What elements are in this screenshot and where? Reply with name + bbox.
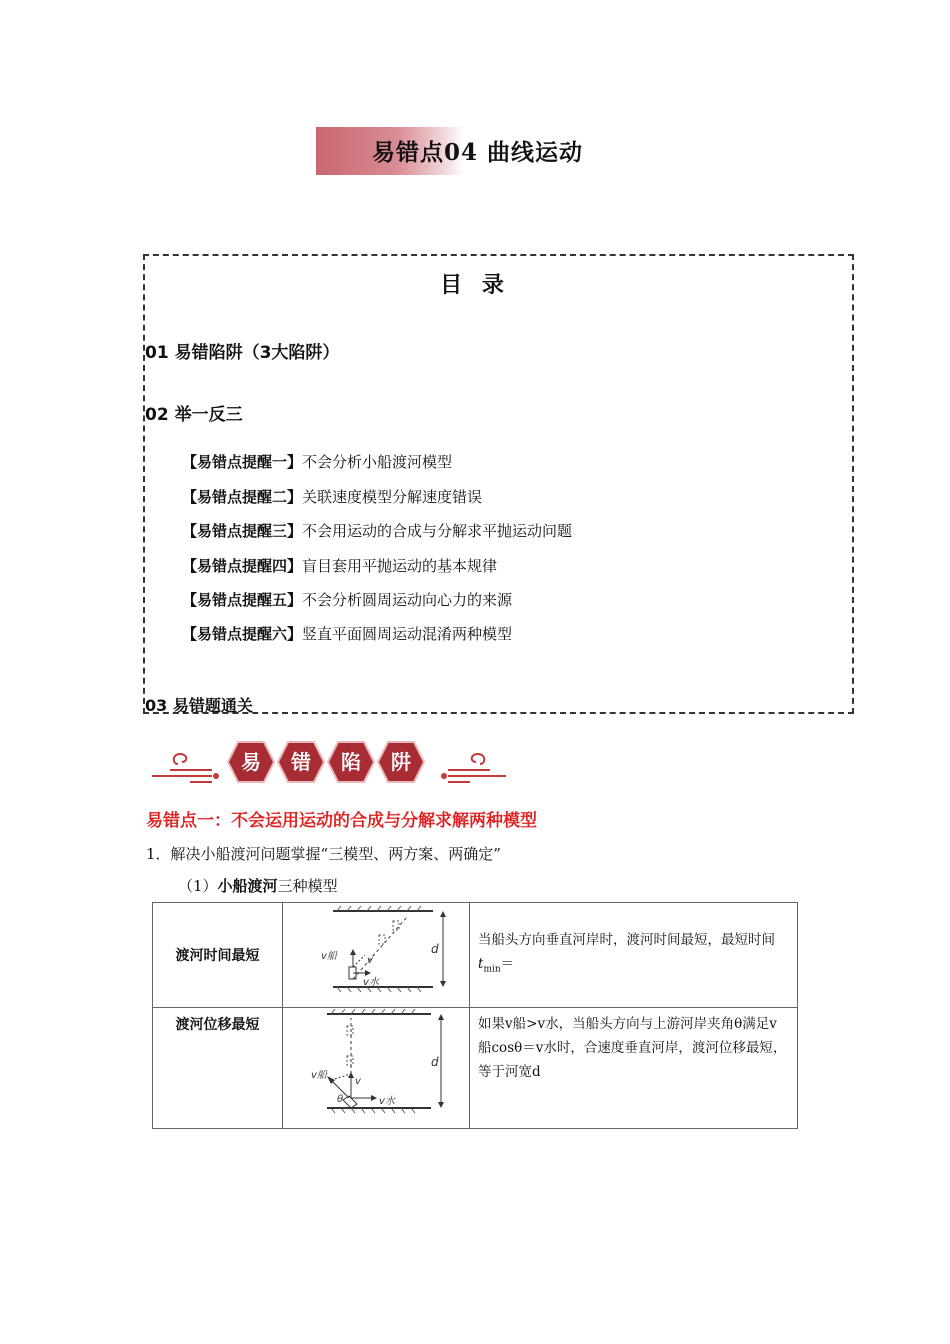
trap-char-3: 陷 <box>341 750 361 774</box>
toc-tip-2: 【易错点提醒二】关联速度模型分解速度错误 <box>182 488 483 506</box>
label-theta: θ <box>337 1094 344 1105</box>
toc-section-2: 02 举一反三 <box>145 405 243 425</box>
toc-tip-6: 【易错点提醒六】竖直平面圆周运动混淆两种模型 <box>182 625 513 643</box>
trap-char-4: 阱 <box>391 750 411 774</box>
label-d: d <box>431 1055 439 1069</box>
shortest-time-diagram <box>283 903 469 1003</box>
toc-tip-5: 【易错点提醒五】不会分析圆周运动向心力的来源 <box>182 591 513 609</box>
toc-tip-4: 【易错点提醒四】盲目套用平抛运动的基本规律 <box>182 557 498 575</box>
row2-description: 如果v船>v水，当船头方向与上游河岸夹角θ满足v船cosθ＝v水时，合速度垂直河岸，渡河位移最短，等于河宽d <box>470 1008 798 1129</box>
trap-char-2: 错 <box>291 750 311 774</box>
label-v-water: v水 <box>363 977 379 988</box>
boat-models-table <box>152 902 798 1129</box>
page-title: 易错点04 曲线运动 <box>372 139 584 166</box>
right-cloud-ornament <box>448 754 506 782</box>
row1-label: 渡河时间最短 <box>153 903 283 1008</box>
left-cloud-ornament <box>152 754 212 782</box>
label-v: v <box>355 1076 361 1087</box>
error-point-heading: 易错点一：不会运用运动的合成与分解求解两种模型 <box>146 811 537 831</box>
paragraph-2: （1）小船渡河三种模型 <box>178 877 338 895</box>
label-v-water: v水 <box>379 1096 395 1107</box>
toc-tip-1: 【易错点提醒一】不会分析小船渡河模型 <box>182 453 453 471</box>
row1-diagram <box>283 903 470 1008</box>
label-v-boat: v船 <box>311 1070 327 1081</box>
trap-banner <box>150 730 510 796</box>
toc-section-1: 01 易错陷阱（3大陷阱） <box>145 343 340 363</box>
toc-heading: 目 录 <box>440 273 510 298</box>
shortest-displacement-diagram <box>283 1008 469 1124</box>
label-v: v <box>367 955 373 966</box>
table-row <box>153 903 798 1008</box>
label-v-boat: v船 <box>321 951 337 962</box>
table-row <box>153 1008 798 1129</box>
paragraph-1: 1．解决小船渡河问题掌握“三模型、两方案、两确定” <box>146 845 501 863</box>
toc-tip-3: 【易错点提醒三】不会用运动的合成与分解求平抛运动问题 <box>182 522 573 540</box>
label-d: d <box>431 942 439 956</box>
row2-label: 渡河位移最短 <box>153 1008 283 1129</box>
trap-char-1: 易 <box>241 750 261 774</box>
row2-diagram <box>283 1008 470 1129</box>
row1-description: 当船头方向垂直河岸时，渡河时间最短，最短时间 $t_{min}=$ <box>470 903 798 1008</box>
toc-box <box>143 254 854 714</box>
toc-section-3: 03 易错题通关 <box>145 696 253 715</box>
